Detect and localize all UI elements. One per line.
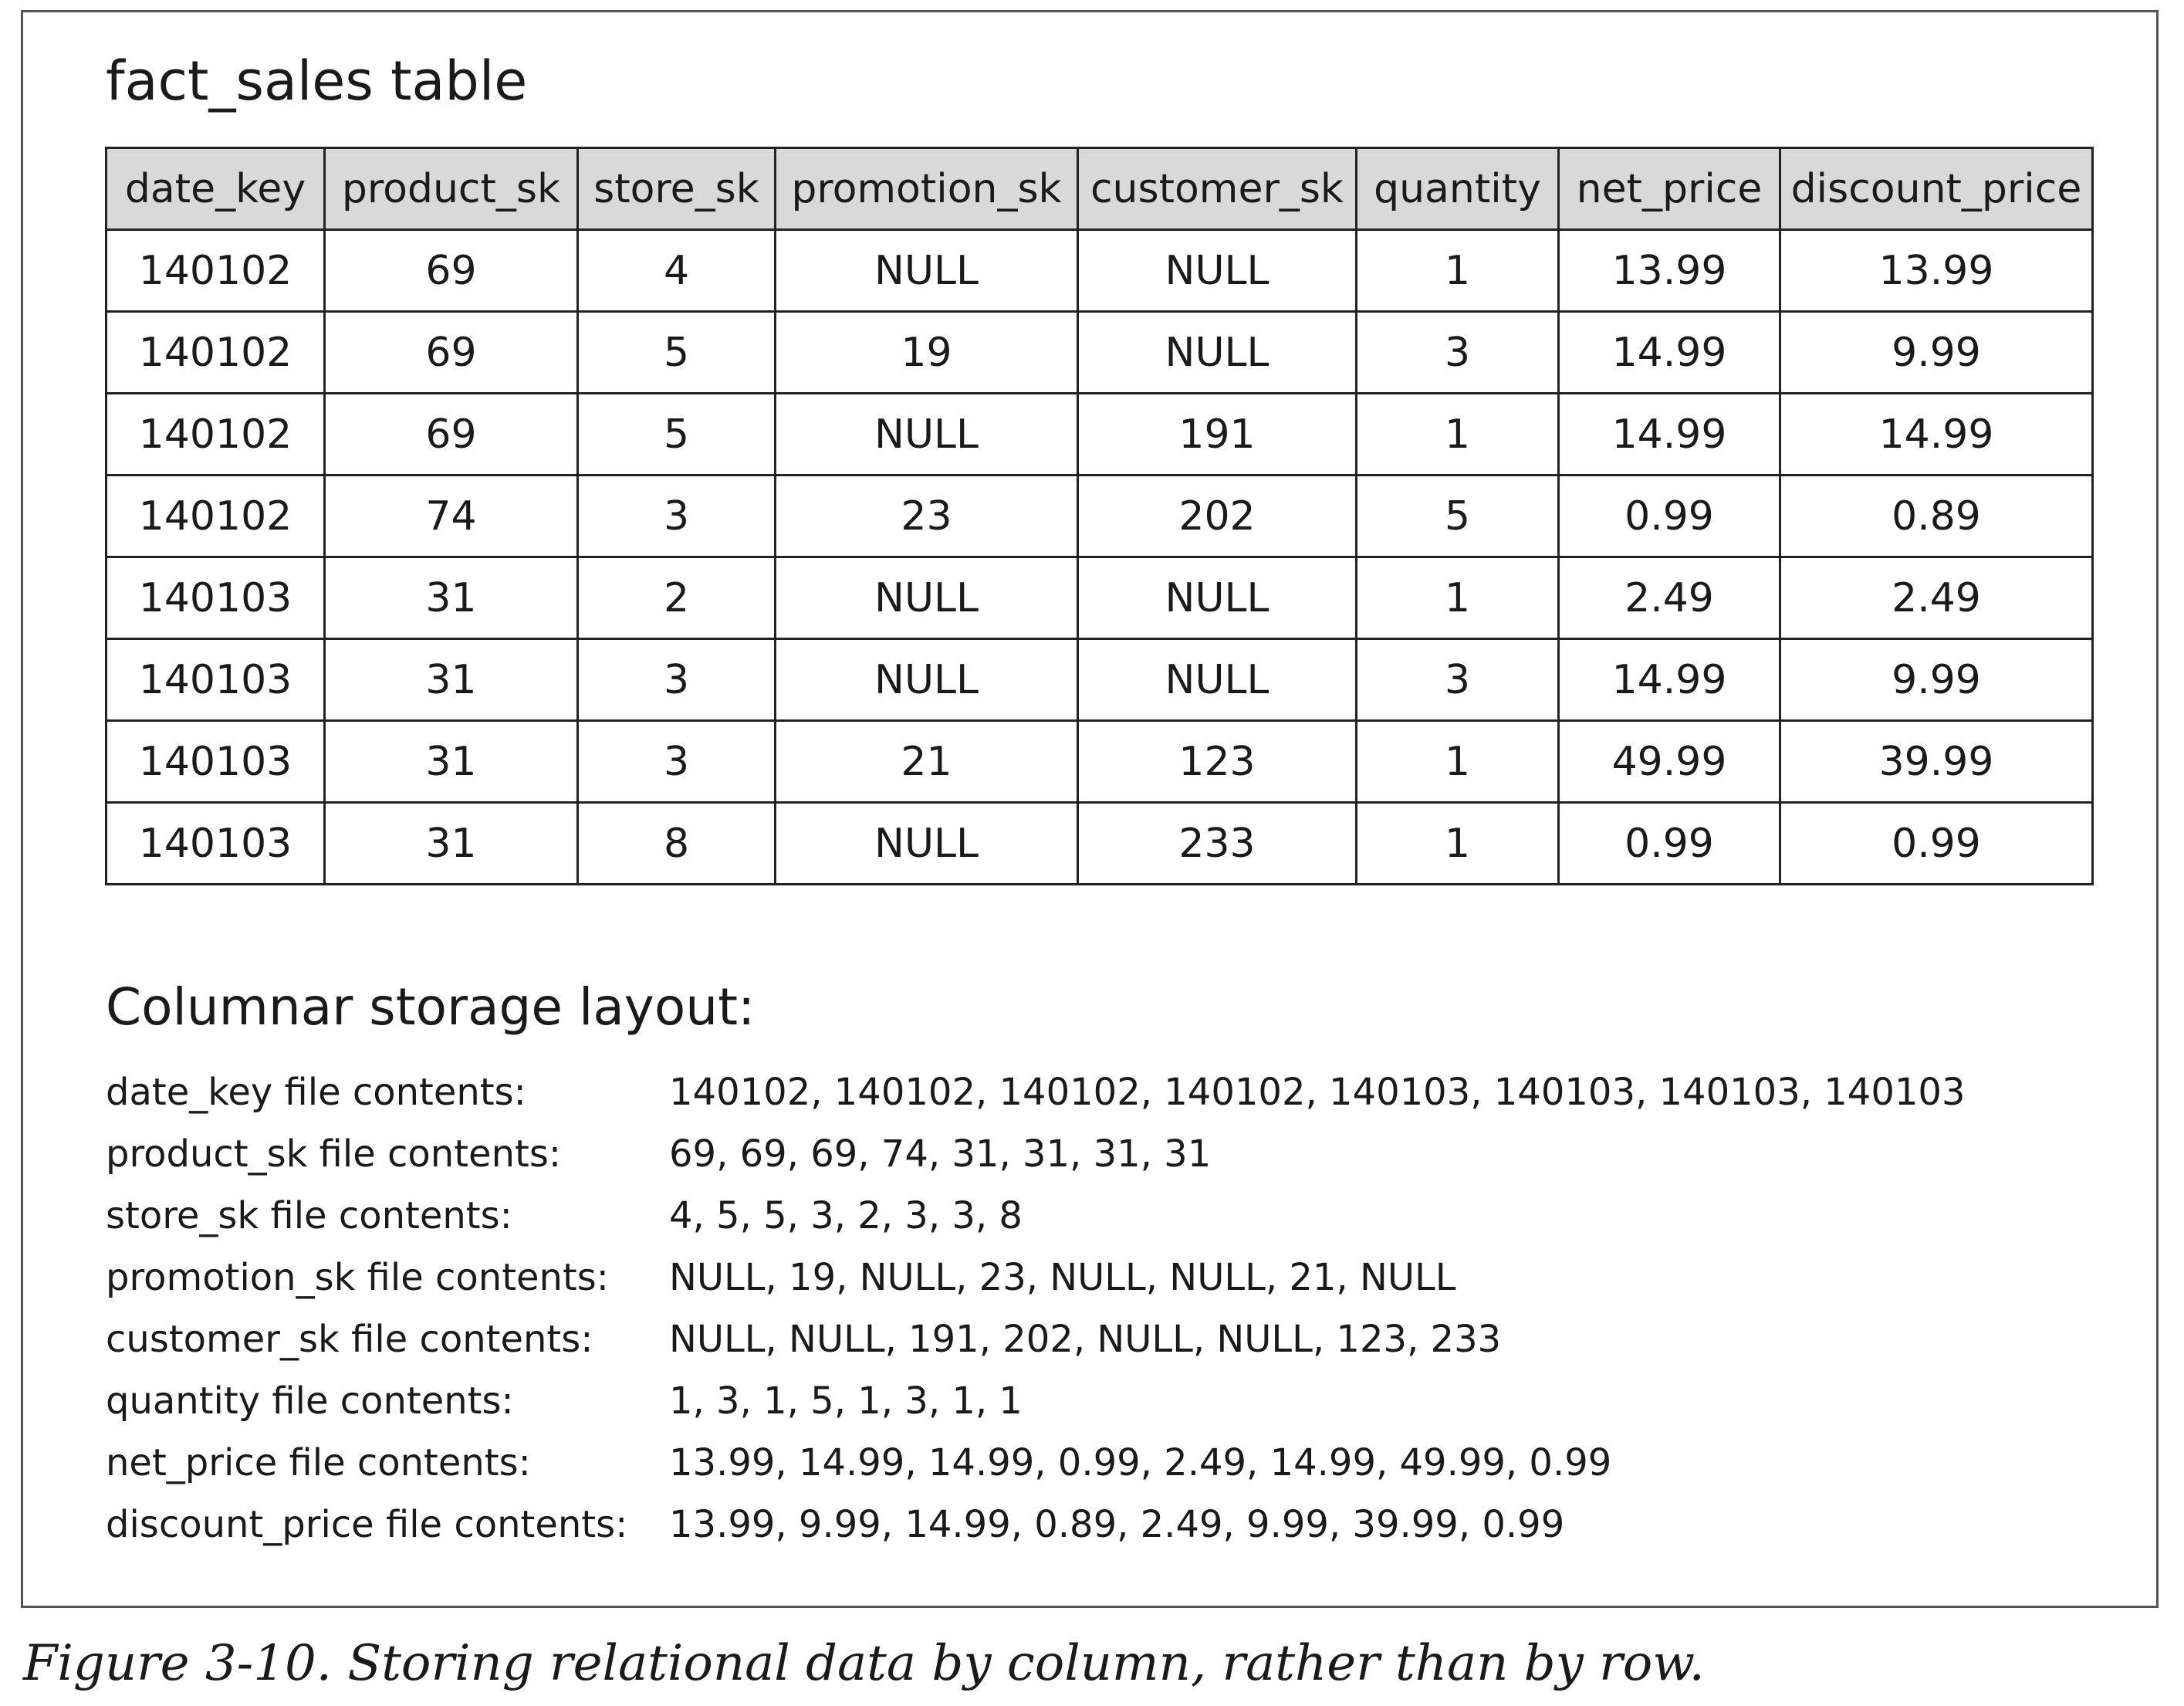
figure-caption: Figure 3-10. Storing relational data by column, rather than by row.: [23, 1635, 1705, 1692]
storage-label: product_sk file contents:: [106, 1132, 561, 1176]
table-cell: NULL: [776, 639, 1078, 721]
table-cell: 5: [1357, 476, 1559, 557]
table-row: [106, 476, 2093, 557]
storage-row-net-price: [106, 1432, 1965, 1494]
table-cell: 140103: [106, 721, 325, 803]
table-cell: NULL: [776, 803, 1078, 885]
storage-values: 1, 3, 1, 5, 1, 3, 1, 1: [669, 1379, 1023, 1423]
table-cell: 123: [1078, 721, 1357, 803]
storage-label: store_sk file contents:: [106, 1194, 512, 1237]
table-cell: 0.89: [1780, 476, 2093, 557]
table-cell: 3: [578, 721, 776, 803]
table-cell: 3: [578, 639, 776, 721]
table-cell: 31: [325, 557, 578, 639]
table-cell: 233: [1078, 803, 1357, 885]
column-header: discount_price: [1780, 148, 2093, 230]
table-cell: 31: [325, 639, 578, 721]
storage-row-product-sk: [106, 1123, 1965, 1185]
storage-values: NULL, 19, NULL, 23, NULL, NULL, 21, NULL: [669, 1256, 1456, 1299]
storage-values: 69, 69, 69, 74, 31, 31, 31, 31: [669, 1132, 1212, 1176]
table-cell: 23: [776, 476, 1078, 557]
table-cell: 1: [1357, 803, 1559, 885]
table-cell: 202: [1078, 476, 1357, 557]
table-cell: 1: [1357, 230, 1559, 312]
table-cell: 140103: [106, 639, 325, 721]
table-cell: 13.99: [1780, 230, 2093, 312]
table-cell: 5: [578, 312, 776, 394]
column-header: quantity: [1357, 148, 1559, 230]
table-cell: NULL: [776, 230, 1078, 312]
table-cell: 2: [578, 557, 776, 639]
storage-row-date-key: [106, 1061, 1965, 1123]
storage-row-customer-sk: [106, 1308, 1965, 1370]
storage-values: 13.99, 9.99, 14.99, 0.89, 2.49, 9.99, 39.99, 0.99: [669, 1503, 1565, 1546]
table-cell: 1: [1357, 721, 1559, 803]
table-cell: NULL: [1078, 312, 1357, 394]
storage-values: 13.99, 14.99, 14.99, 0.99, 2.49, 14.99, 49.99, 0.99: [669, 1441, 1612, 1484]
table-cell: 0.99: [1780, 803, 2093, 885]
storage-values: 4, 5, 5, 3, 2, 3, 3, 8: [669, 1194, 1023, 1237]
table-cell: 31: [325, 803, 578, 885]
table-cell: 21: [776, 721, 1078, 803]
table-cell: 9.99: [1780, 312, 2093, 394]
storage-label: promotion_sk file contents:: [106, 1256, 609, 1299]
table-header-row: [106, 148, 2093, 230]
table-cell: NULL: [776, 557, 1078, 639]
storage-label: customer_sk file contents:: [106, 1318, 593, 1361]
storage-label: date_key file contents:: [106, 1071, 526, 1114]
table-cell: 5: [578, 394, 776, 476]
table-cell: 2.49: [1780, 557, 2093, 639]
table-cell: 69: [325, 312, 578, 394]
table-title: fact_sales table: [106, 49, 528, 113]
table-cell: 3: [1357, 639, 1559, 721]
table-cell: NULL: [1078, 557, 1357, 639]
table-row: [106, 639, 2093, 721]
storage-label: discount_price file contents:: [106, 1503, 628, 1546]
column-header: date_key: [106, 148, 325, 230]
column-header: promotion_sk: [776, 148, 1078, 230]
table-cell: 140103: [106, 557, 325, 639]
table-cell: 39.99: [1780, 721, 2093, 803]
storage-values: NULL, NULL, 191, 202, NULL, NULL, 123, 233: [669, 1318, 1502, 1361]
storage-layout-title: Columnar storage layout:: [106, 977, 756, 1037]
table-row: [106, 721, 2093, 803]
table-cell: NULL: [1078, 230, 1357, 312]
table-cell: 140102: [106, 230, 325, 312]
table-cell: 14.99: [1780, 394, 2093, 476]
storage-values: 140102, 140102, 140102, 140102, 140103, 140103, 140103, 140103: [669, 1071, 1966, 1114]
table-row: [106, 312, 2093, 394]
table-cell: 19: [776, 312, 1078, 394]
table-cell: 140103: [106, 803, 325, 885]
table-cell: 4: [578, 230, 776, 312]
storage-row-discount-price: [106, 1494, 1965, 1555]
storage-row-promotion-sk: [106, 1247, 1965, 1308]
table-cell: NULL: [1078, 639, 1357, 721]
storage-label: quantity file contents:: [106, 1379, 514, 1423]
table-row: [106, 557, 2093, 639]
column-header: product_sk: [325, 148, 578, 230]
table-cell: 0.99: [1559, 476, 1780, 557]
column-header: net_price: [1559, 148, 1780, 230]
table-cell: 31: [325, 721, 578, 803]
storage-row-quantity: [106, 1370, 1965, 1432]
table-row: [106, 230, 2093, 312]
table-cell: 1: [1357, 394, 1559, 476]
table-cell: 14.99: [1559, 639, 1780, 721]
storage-label: net_price file contents:: [106, 1441, 531, 1484]
table-cell: 49.99: [1559, 721, 1780, 803]
table-cell: 191: [1078, 394, 1357, 476]
table-cell: 8: [578, 803, 776, 885]
table-row: [106, 803, 2093, 885]
table-cell: 14.99: [1559, 312, 1780, 394]
table-cell: 1: [1357, 557, 1559, 639]
storage-layout-list: [106, 1061, 1965, 1555]
table-cell: 3: [1357, 312, 1559, 394]
table-cell: 13.99: [1559, 230, 1780, 312]
column-header: store_sk: [578, 148, 776, 230]
table-cell: 2.49: [1559, 557, 1780, 639]
table-row: [106, 394, 2093, 476]
storage-row-store-sk: [106, 1185, 1965, 1247]
table-cell: 14.99: [1559, 394, 1780, 476]
table-cell: 69: [325, 230, 578, 312]
table-cell: 0.99: [1559, 803, 1780, 885]
table-cell: 140102: [106, 476, 325, 557]
column-header: customer_sk: [1078, 148, 1357, 230]
table-cell: 3: [578, 476, 776, 557]
table-cell: 9.99: [1780, 639, 2093, 721]
table-cell: NULL: [776, 394, 1078, 476]
fact-sales-table: [105, 147, 2094, 885]
table-cell: 140102: [106, 394, 325, 476]
table-cell: 69: [325, 394, 578, 476]
table-cell: 74: [325, 476, 578, 557]
table-cell: 140102: [106, 312, 325, 394]
